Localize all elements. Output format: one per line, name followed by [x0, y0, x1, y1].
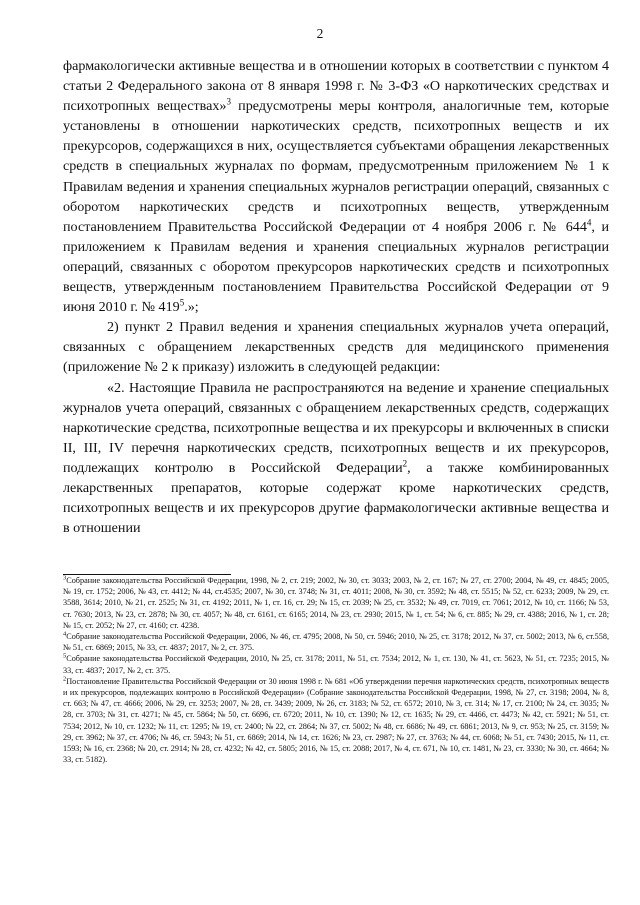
footnote-ref: 2 — [402, 458, 408, 469]
footnote-text: Собрание законодательства Российской Федерации, 1998, № 2, ст. 219; 2002, № 30, ст. 3033; 2003, № 2, ст. 167; № 27, ст. 2700; 2004, № 49, ст. 4845; 2005, № 19, ст. 1752; 2006, № 43, ст. 4412; № 44, ст.4535; 2007, № 30, ст. 3748; № 31, ст. 4011; 2008, № 30, ст. 3592; № 48, ст. 5515; № 52, ст. 6233; 2009, № 29, ст. 3588, 3614; 2010, № 21, ст. 2525; № 31, ст. 4192; 2011, № 1, ст. 16, ст. 29; № 15, ст. 2039; № 25, ст. 3532; № 49, ст. 7019, ст. 7061; 2012, № 10, ст. 1166; № 53, ст. 7630; 2013, № 23, ст. 2878; № 30, ст. 4057; № 48, ст. 6161, ст. 6165; 2014, № 23, ст. 2930; 2015, № 1, ст. 54; № 6, ст. 885; № 29, ст. 4388; 2016, № 1, ст. 28; № 15, ст. 2052; № 27, ст. 4160; ст. 4238. — [63, 576, 609, 630]
footnote-text: Собрание законодательства Российской Федерации, 2006, № 46, ст. 4795; 2008, № 50, ст. 5946; 2010, № 25, ст. 3178; 2012, № 37, ст. 5002; 2013, № 6, ст.558, № 51, ст. 6869; 2015, № 33, ст. 4837; 2017, № 2, ст. 375. — [63, 632, 609, 653]
footnote-ref: 4 — [586, 217, 592, 228]
text-run: предусмотрены меры контроля, аналогичные тем, которые установлены в отношении наркотических средств, психотропных веществ и их прекурсоров, содержащихся в них, осуществляется субъектами обращения лекарственных средств в специальных журналах по формам, предусмотренным приложением № 1 к Правилам ведения и хранения специальных журналов регистрации операций, связанных с оборотом наркотических средств и психотропных веществ, утвержденным постановлением Правительства Российской Федерации от 4 ноября 2006 г. № 644 — [63, 98, 610, 235]
paragraph-item-2: 2) пункт 2 Правил ведения и хранения специальных журналов учета операций, связанных с обращением лекарственных средств для медицинского применения (приложение № 2 к приказу) изложить в следующей редакции: — [63, 319, 609, 376]
text-run: фармакологически активные вещества и в отношении которых в соответствии с пунктом 4 статьи 2 Федерального закона от 8 января 1998 г. № 3-ФЗ «О наркотических средствах и психотропных веществах» — [63, 58, 609, 115]
paragraph-rule-2 — [63, 378, 609, 539]
footnote-4 — [63, 631, 609, 653]
footnote-mark: 5 — [63, 652, 67, 660]
footnote-5 — [63, 653, 609, 675]
paragraph-continuation — [63, 56, 609, 317]
body-text — [63, 56, 609, 538]
page-number: 2 — [316, 26, 324, 41]
footnote-text: Собрание законодательства Российской Федерации, 2010, № 25, ст. 3178; 2011, № 51, ст. 7534; 2012, № 1, ст. 130, № 41, ст. 5623, № 51, ст. 7235; 2015, № 33, ст. 4837; 2017, № 2, ст. 375. — [63, 654, 609, 675]
text-run: «2. Настоящие Правила не распространяются на ведение и хранение специальных журналов учета операций, связанных с обращением лекарственных средств, содержащих наркотические средства, психотропные вещества и их прекурсоры и включенных в списки II, III, IV перечня наркотических средств, психотропных веществ и их прекурсоров, подлежащих контролю в Российской Федерации — [63, 379, 609, 476]
footnotes — [63, 575, 609, 765]
footnote-mark: 4 — [63, 630, 67, 638]
text-run: , и приложением к Правилам ведения и хранения специальных журналов регистрации операций, связанных с оборотом прекурсоров наркотических средств и психотропных веществ, утвержденным постановлением Правительства Российской Федерации от 9 июня 2010 г. № 419 — [63, 218, 610, 316]
footnote-3 — [63, 575, 609, 631]
text-run: , а также комбинированных лекарственных препаратов, которые содержат кроме наркотических средств, психотропных веществ и их прекурсоров другие фармакологически активные вещества и в отношении — [63, 459, 609, 537]
footnote-mark: 3 — [63, 574, 67, 582]
footnote-ref: 5 — [179, 297, 185, 308]
footnote-text: Постановление Правительства Российской Федерации от 30 июня 1998 г. № 681 «Об утверждении перечня наркотических средств, психотропных веществ и их прекурсоров, подлежащих контролю в Российской Федерации» (Собрание законодательства Российской Федерации, 1998, № 27, ст. 3198; 2004, № 8, ст. 663; № 47, ст. 4666; 2006, № 29, ст. 3253; 2007, № 28, ст. 3439; 2009, № 26, ст. 3183; № 52, ст. 6572; 2010, № 3, ст. 314; № 17, ст. 2100; № 24, ст. 3035; № 28, ст. 3703; № 31, ст. 4271; № 45, ст. 5864; № 50, ст. 6696, ст. 6720; 2011, № 10, ст. 1390; № 12, ст. 1635; № 29, ст. 4466, ст. 4473; № 42, ст. 5921; № 51, ст. 7534; 2012, № 10, ст. 1232; № 11, ст. 1295; № 19, ст. 2400; № 22, ст. 2864; № 37, ст. 5002; № 48, ст. 6686; № 49, ст. 6861; 2013, № 9, ст. 953; № 25, ст. 3159; № 29, ст. 3962; № 37, ст. 4706; № 46, ст. 5943; № 51, ст. 6869; 2014, № 14, ст. 1626; № 23, ст. 2987; № 27, ст. 3763; № 44, ст. 6068; № 51, ст. 7430; 2015, № 11, ст. 1593; № 16, ст. 2368; № 20, ст. 2914; № 28, ст. 4232; № 42, ст. 5805; 2016, № 15, ст. 2088; 2017, № 4, ст. 671, № 10, ст. 1481, № 23, ст. 3330; № 30, ст. 4664; № 33, ст. 5182). — [63, 676, 609, 765]
footnote-ref: 3 — [226, 96, 231, 107]
footnote-mark: 2 — [63, 675, 67, 683]
footnote-2 — [63, 676, 609, 766]
text-run: .»; — [184, 299, 199, 316]
